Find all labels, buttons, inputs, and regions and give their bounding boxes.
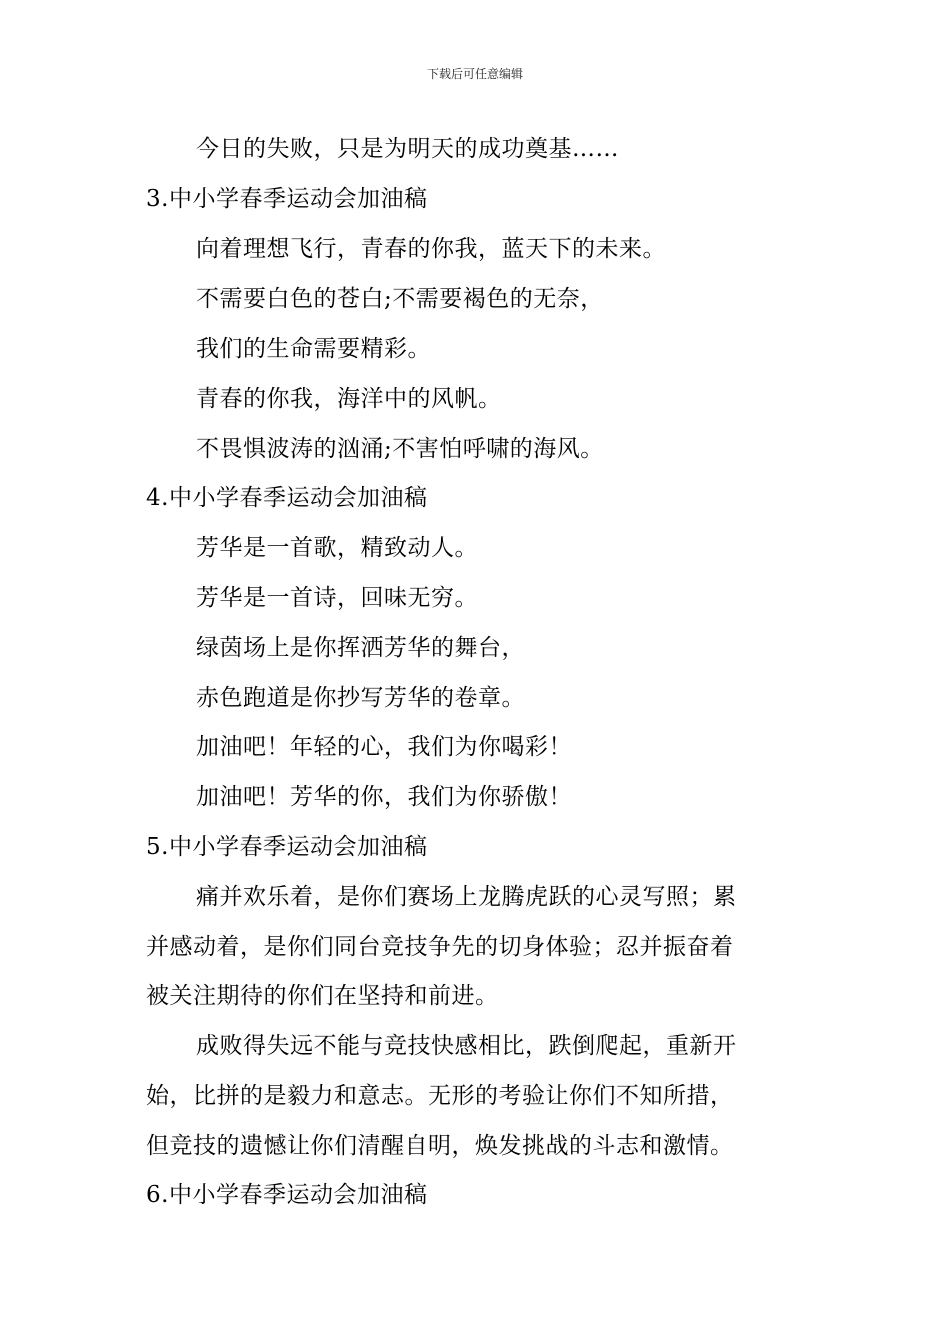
text-line: 加油吧！年轻的心，我们为你喝彩！ (196, 734, 572, 760)
text-line: 不需要白色的苍白;不需要褐色的无奈， (196, 286, 604, 312)
text-line: 绿茵场上是你挥洒芳华的舞台， (196, 635, 525, 661)
page-header: 下载后可任意编辑 (426, 67, 523, 81)
text-line: 我们的生命需要精彩。 (196, 336, 431, 362)
section-heading: 4.中小学春季运动会加油稿 (146, 485, 428, 511)
text-line: 芳华是一首诗，回味无穷。 (196, 585, 478, 611)
text-line: 不畏惧波涛的汹涌;不害怕呼啸的海风。 (196, 436, 604, 462)
section-heading: 5.中小学春季运动会加油稿 (146, 834, 428, 860)
section-heading: 3.中小学春季运动会加油稿 (146, 186, 428, 212)
text-line: 痛并欢乐着，是你们赛场上龙腾虎跃的心灵写照；累 (196, 884, 737, 910)
text-line: 向着理想飞行，青春的你我，蓝天下的未来。 (196, 236, 666, 262)
text-line: 并感动着，是你们同台竞技争先的切身体验；忍并振奋着 (146, 934, 734, 960)
text-line: 青春的你我，海洋中的风帆。 (196, 386, 502, 412)
text-line: 始，比拼的是毅力和意志。无形的考验让你们不知所措， (146, 1083, 734, 1109)
text-line: 成败得失远不能与竞技快感相比，跌倒爬起，重新开 (196, 1033, 737, 1059)
section-heading: 6.中小学春季运动会加油稿 (146, 1182, 428, 1208)
text-line: 但竞技的遗憾让你们清醒自明，焕发挑战的斗志和激情。 (146, 1133, 734, 1159)
text-line: 今日的失败，只是为明天的成功奠基…… (196, 136, 619, 162)
text-line: 被关注期待的你们在坚持和前进。 (146, 983, 499, 1009)
text-line: 加油吧！芳华的你，我们为你骄傲！ (196, 784, 572, 810)
text-line: 芳华是一首歌，精致动人。 (196, 535, 478, 561)
text-line: 赤色跑道是你抄写芳华的卷章。 (196, 685, 525, 711)
